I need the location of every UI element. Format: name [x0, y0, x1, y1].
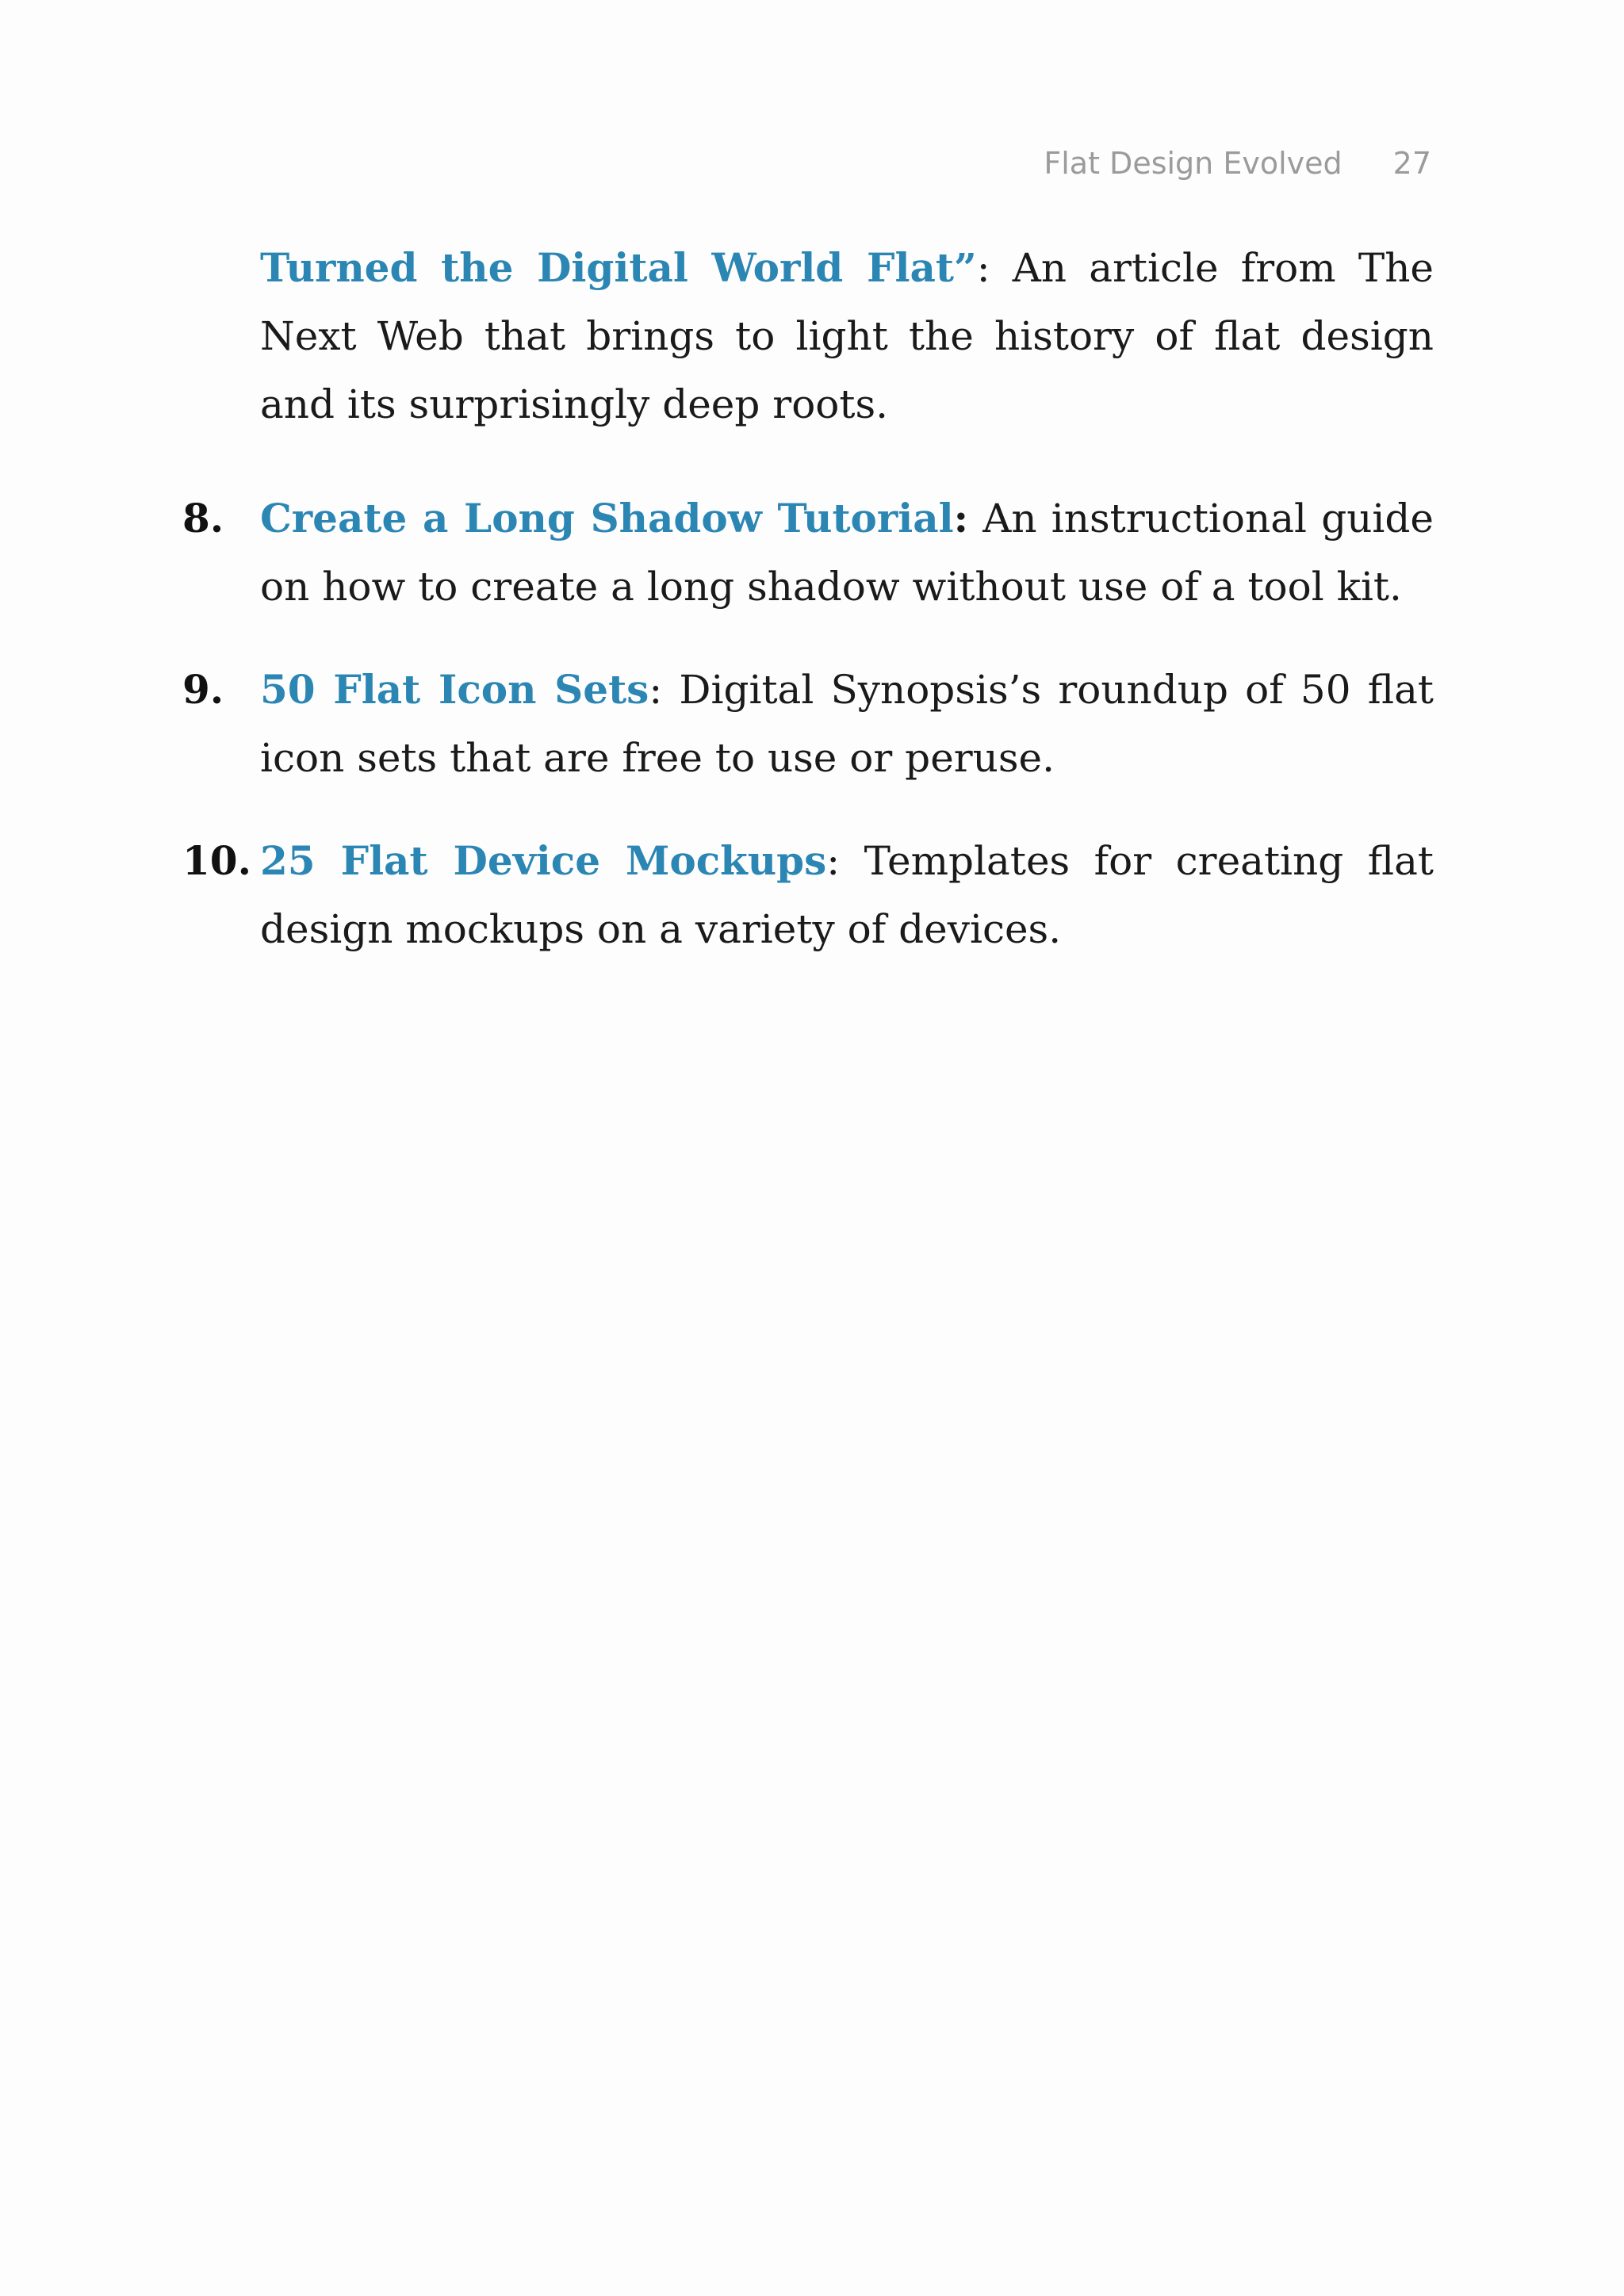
list-item-8	[182, 484, 1434, 621]
book-title: Flat Design Evolved	[1044, 146, 1342, 181]
page-number: 27	[1392, 146, 1431, 181]
list-item-text	[260, 234, 1434, 438]
list-item-10	[182, 827, 1434, 963]
list-number-empty	[182, 234, 260, 438]
running-header	[1044, 144, 1431, 182]
list-number: 8.	[182, 495, 224, 541]
resource-link-long-shadow-tutorial[interactable]: Create a Long Shadow Tutorial	[260, 495, 954, 541]
resource-link-digital-world-flat[interactable]: Turned the Digital World Flat”	[260, 244, 977, 291]
list-item-text	[260, 656, 1434, 792]
list-item-description: Digital Synopsis’s roundup of 50 flat icon sets that are free to use or peruse.	[260, 667, 1434, 781]
list-item-continuation	[182, 234, 1434, 438]
separator: :	[953, 495, 969, 541]
list-item-description: Templates for creating flat design mockups on a variety of devices.	[260, 838, 1434, 952]
list-number: 10.	[182, 837, 251, 884]
list-item-text	[260, 484, 1434, 621]
resource-list	[182, 234, 1434, 963]
list-item-text	[260, 827, 1434, 963]
list-item-9	[182, 656, 1434, 792]
list-number: 9.	[182, 666, 224, 713]
list-item-description: : An article from The Next Web that brings to light the history of flat design and its surprisingly deep roots.	[260, 245, 1434, 427]
resource-link-flat-icon-sets[interactable]: 50 Flat Icon Sets	[260, 666, 649, 713]
separator: :	[649, 667, 663, 713]
list-item-description: An instructional guide on how to create a long shadow without use of a tool kit.	[260, 496, 1434, 610]
resource-link-flat-device-mockups[interactable]: 25 Flat Device Mockups	[260, 837, 827, 884]
separator: :	[826, 838, 841, 884]
